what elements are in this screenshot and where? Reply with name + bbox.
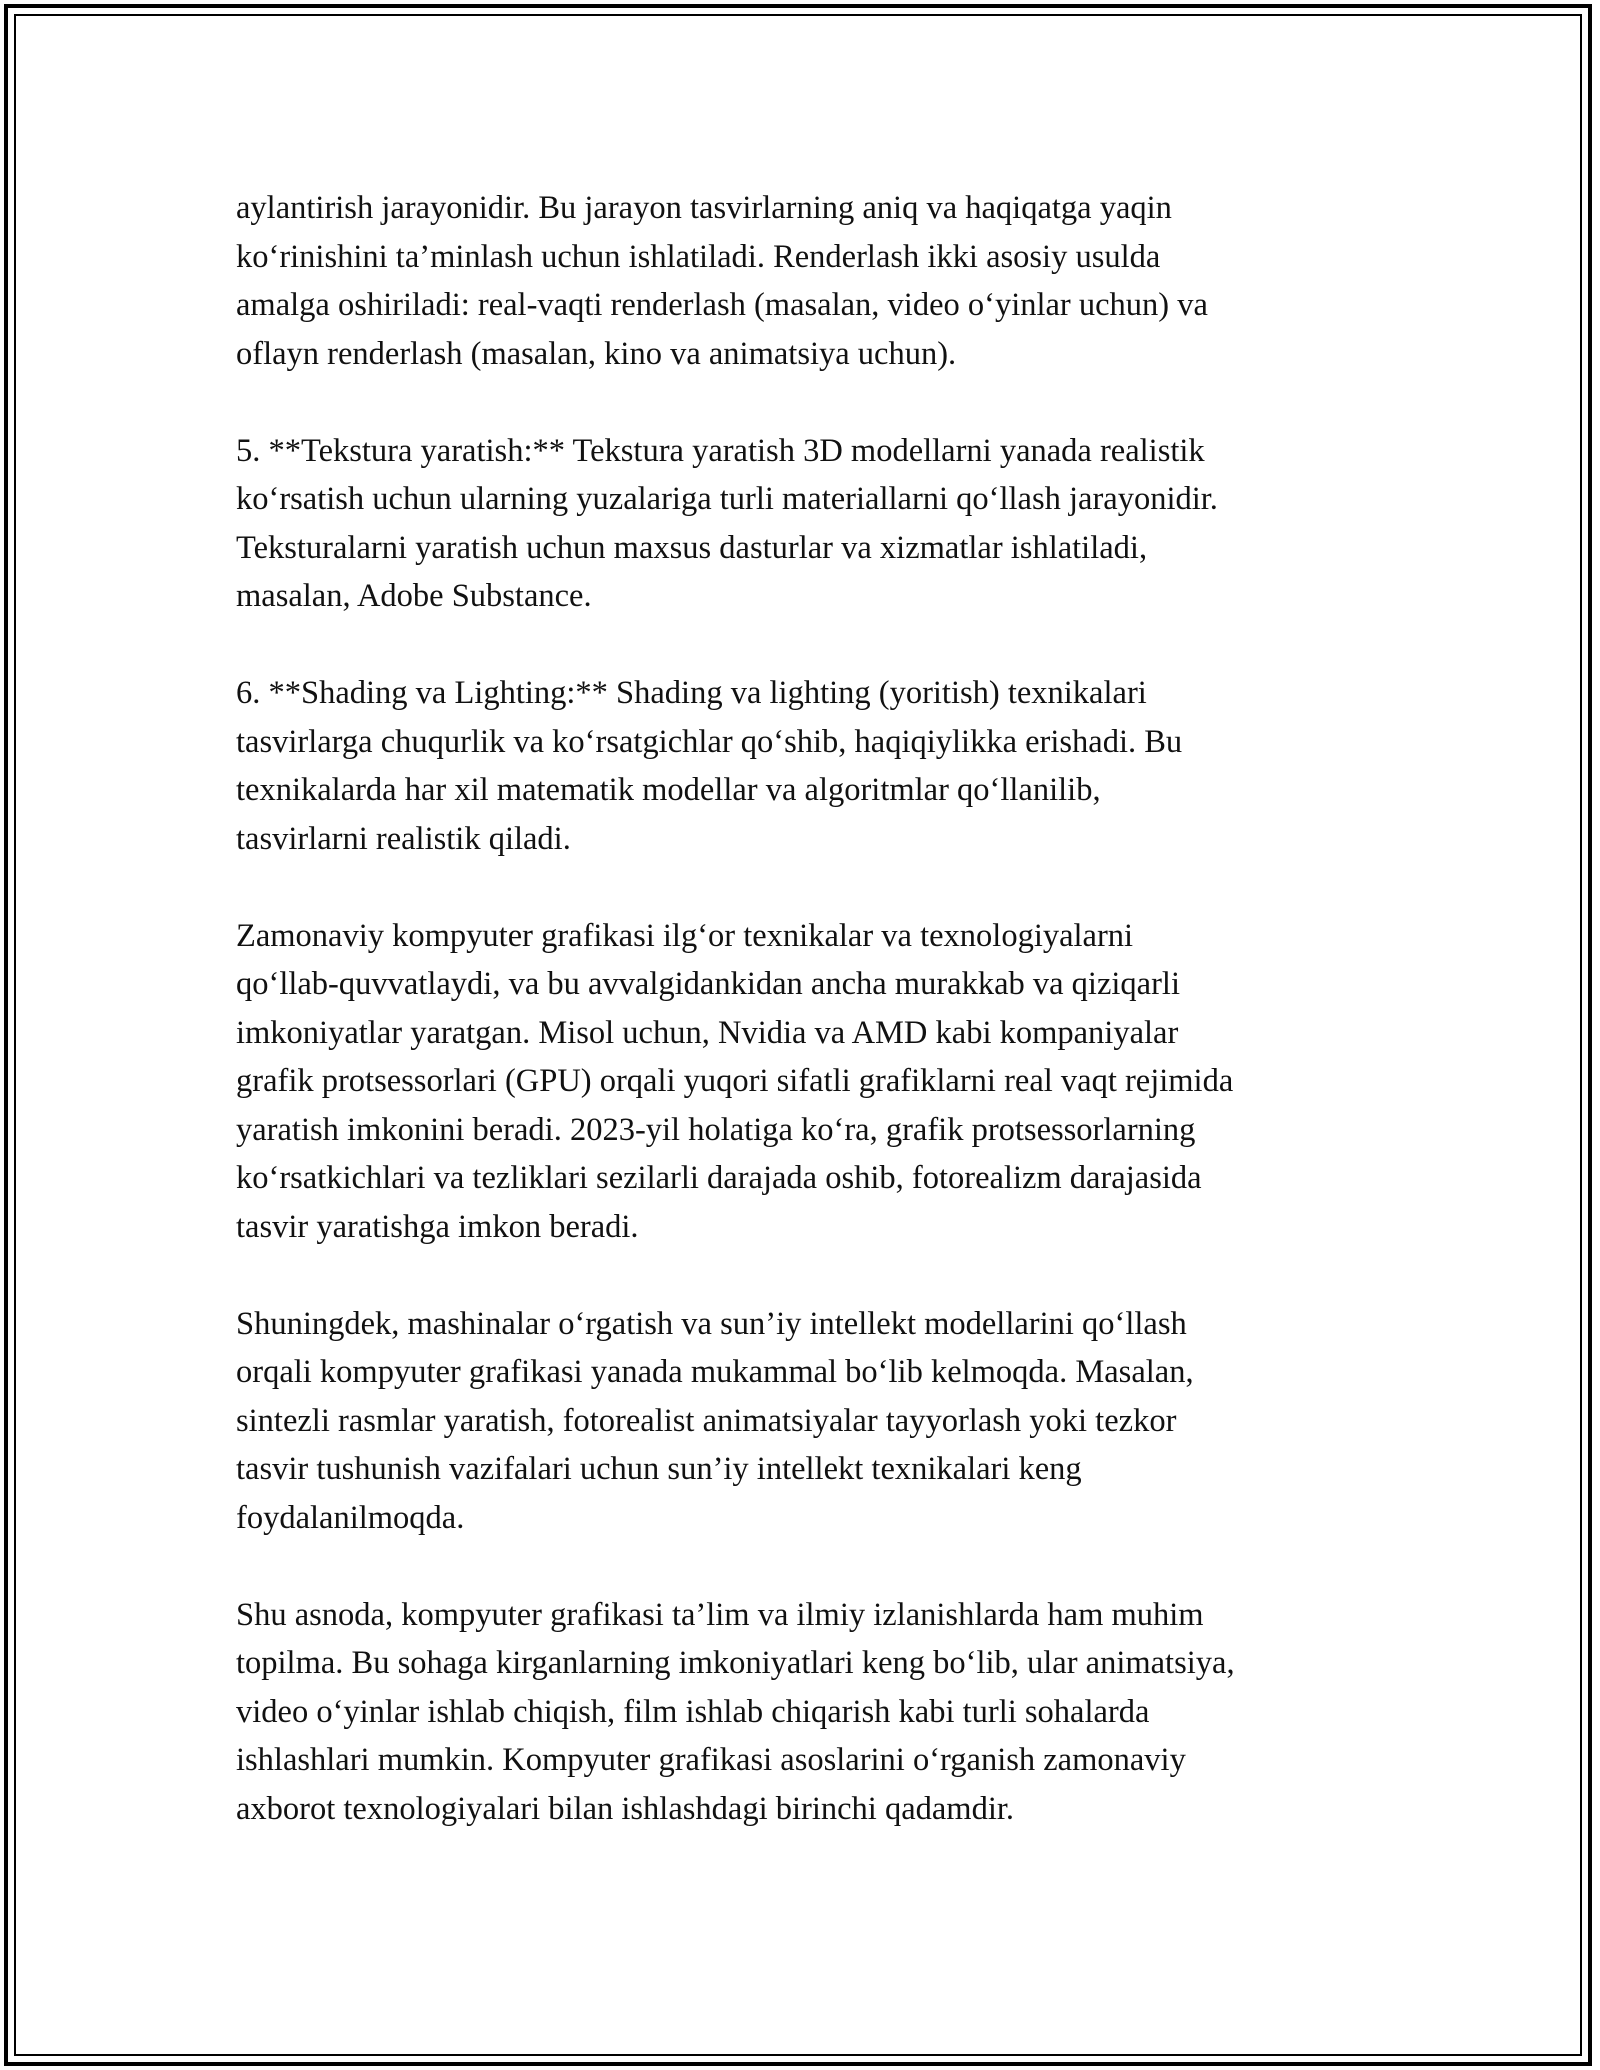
paragraph-rendering-continued: aylantirish jarayonidir. Bu jarayon tasvirlarning aniq va haqiqatga yaqin ko‘rinishini ta’minlash uchun ishlatiladi. Renderlash ikki asosiy usulda amalga oshiriladi: real-vaqti renderlash (masalan, video o‘yinlar uchun) va oflayn renderlash (masalan, kino va animatsiya uchun). [236, 190, 1208, 372]
paragraph-texture-creation: 5. **Tekstura yaratish:** Tekstura yaratish 3D modellarni yanada realistik ko‘rsatish uchun ularning yuzalariga turli materiallarni qo‘llash jarayonidir. Teksturalarni yaratish uchun maxsus dasturlar va xizmatlar ishlatiladi, masalan, Adobe Substance. [236, 432, 1218, 614]
paragraph-machine-learning: Shuningdek, mashinalar o‘rgatish va sun’iy intellekt modellarini qo‘llash orqali kompyuter grafikasi yanada mukammal bo‘lib kelmoqda. Masalan, sintezli rasmlar yaratish, fotorealist animatsiyalar tayyorlash yoki tezkor tasvir tushunish vazifalari uchun sun’iy intellekt texnikalari keng foydalanilmoqda. [236, 1305, 1194, 1536]
document-body [236, 184, 1386, 1833]
paragraph-shading-lighting: 6. **Shading va Lighting:** Shading va lighting (yoritish) texnikalari tasvirlarga chuqurlik va ko‘rsatgichlar qo‘shib, haqiqiylikka erishadi. Bu texnikalarda har xil matematik modellar va algoritmlar qo‘llanilib, tasvirlarni realistik qiladi. [236, 675, 1183, 857]
paragraph-education: Shu asnoda, kompyuter grafikasi ta’lim va ilmiy izlanishlarda ham muhim topilma. Bu sohaga kirganlarning imkoniyatlari keng bo‘lib, ular animatsiya, video o‘yinlar ishlab chiqish, film ishlab chiqarish kabi turli sohalarda ishlashlari mumkin. Kompyuter grafikasi asoslarini o‘rganish zamonaviy axborot texnologiyalari bilan ishlashdagi birinchi qadamdir. [236, 1596, 1235, 1827]
paragraph-modern-graphics: Zamonaviy kompyuter grafikasi ilg‘or texnikalar va texnologiyalarni qo‘llab-quvvatlaydi, va bu avvalgidankidan ancha murakkab va qiziqarli imkoniyatlar yaratgan. Misol uchun, Nvidia va AMD kabi kompaniyalar grafik protsessorlari (GPU) orqali yuqori sifatli grafiklarni real vaqt rejimida yaratish imkonini beradi. 2023-yil holatiga ko‘ra, grafik protsessorlarning ko‘rsatkichlari va tezliklari sezilarli darajada oshib, fotorealizm darajasida tasvir yaratishga imkon beradi. [236, 917, 1234, 1245]
